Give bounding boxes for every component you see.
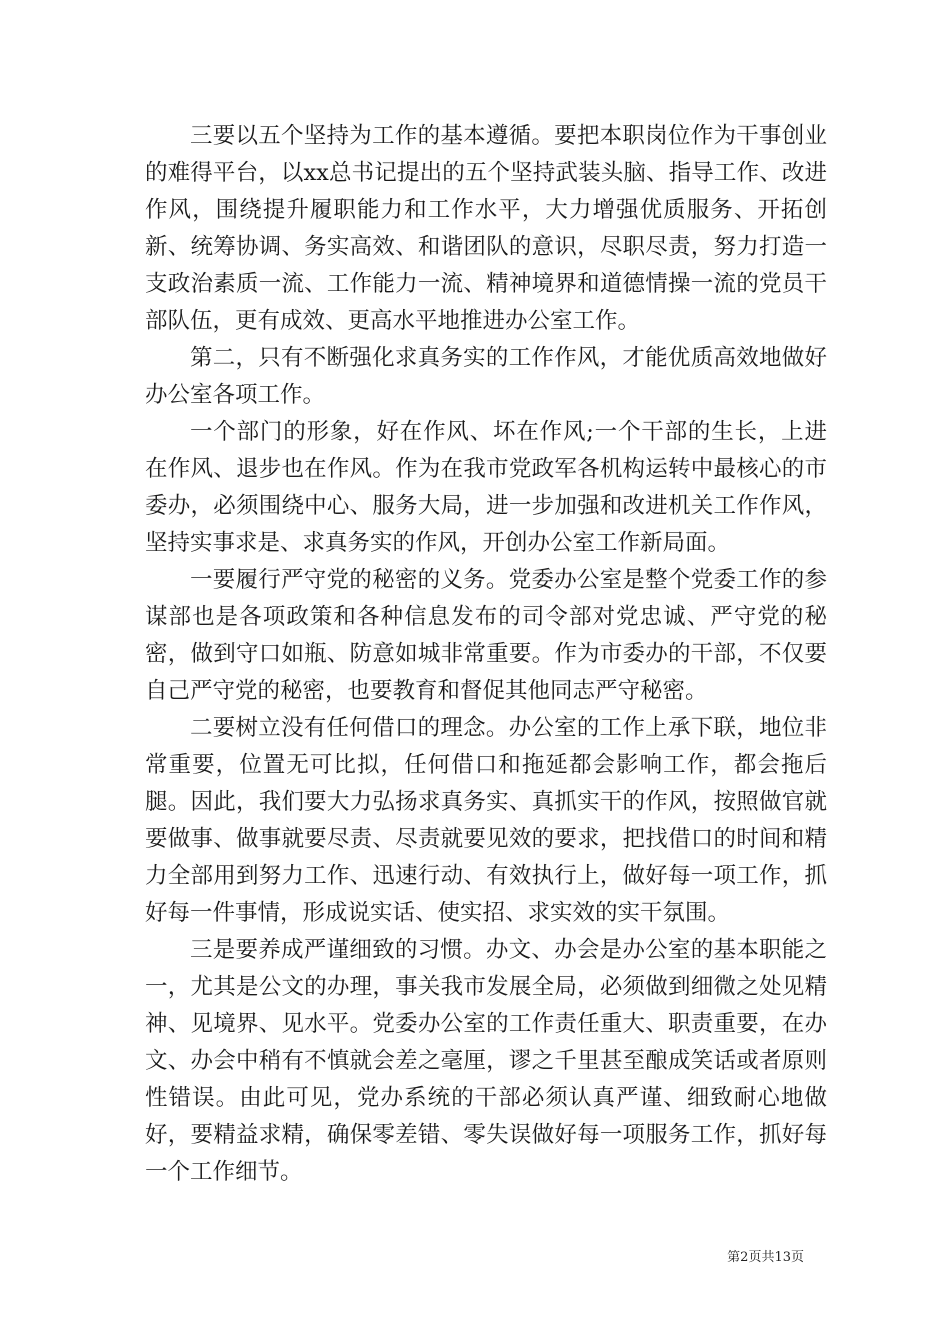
paragraph-5: 二要树立没有任何借口的理念。办公室的工作上承下联，地位非常重要，位置无可比拟，任何借口和拖延都会影响工作，都会拖后腿。因此，我们要大力弘扬求真务实、真抓实干的作风，按照做官就要做事、做事就要尽责、尽责就要见效的要求，把找借口的时间和精力全部用到努力工作、迅速行动、有效执行上，做好每一项工作，抓好每一件事情，形成说实话、使实招、求实效的实干氛围。 xyxy=(145,715,827,926)
document-body xyxy=(145,118,827,1191)
paragraph-4: 一要履行严守党的秘密的义务。党委办公室是整个党委工作的参谋部也是各项政策和各种信息发布的司令部对党忠诚、严守党的秘密，做到守口如瓶、防意如城非常重要。作为市委办的干部，不仅要自己严守党的秘密，也要教育和督促其他同志严守秘密。 xyxy=(145,567,827,704)
paragraph-2: 第二，只有不断强化求真务实的工作作风，才能优质高效地做好办公室各项工作。 xyxy=(145,345,827,408)
paragraph-6: 三是要养成严谨细致的习惯。办文、办会是办公室的基本职能之一，尤其是公文的办理，事关我市发展全局，必须做到细微之处见精神、见境界、见水平。党委办公室的工作责任重大、职责重要，在办文、办会中稍有不慎就会差之毫厘，谬之千里甚至酿成笑话或者原则性错误。由此可见，党办系统的干部必须认真严谨、细致耐心地做好，要精益求精，确保零差错、零失误做好每一项服务工作，抓好每一个工作细节。 xyxy=(145,937,827,1185)
paragraph-1: 三要以五个坚持为工作的基本遵循。要把本职岗位作为干事创业的难得平台，以xx总书记提出的五个坚持武装头脑、指导工作、改进作风，围绕提升履职能力和工作水平，大力增强优质服务、开拓创新、统筹协调、务实高效、和谐团队的意识，尽职尽责，努力打造一支政治素质一流、工作能力一流、精神境界和道德情操一流的党员干部队伍，更有成效、更高水平地推进办公室工作。 xyxy=(145,123,827,334)
paragraph-3: 一个部门的形象，好在作风、坏在作风;一个干部的生长，上进在作风、退步也在作风。作为在我市党政军各机构运转中最核心的市委办，必须围绕中心、服务大局，进一步加强和改进机关工作作风，坚持实事求是、求真务实的作风，开创办公室工作新局面。 xyxy=(145,419,827,556)
page-number-footer: 第2页共13页 xyxy=(727,1250,804,1265)
